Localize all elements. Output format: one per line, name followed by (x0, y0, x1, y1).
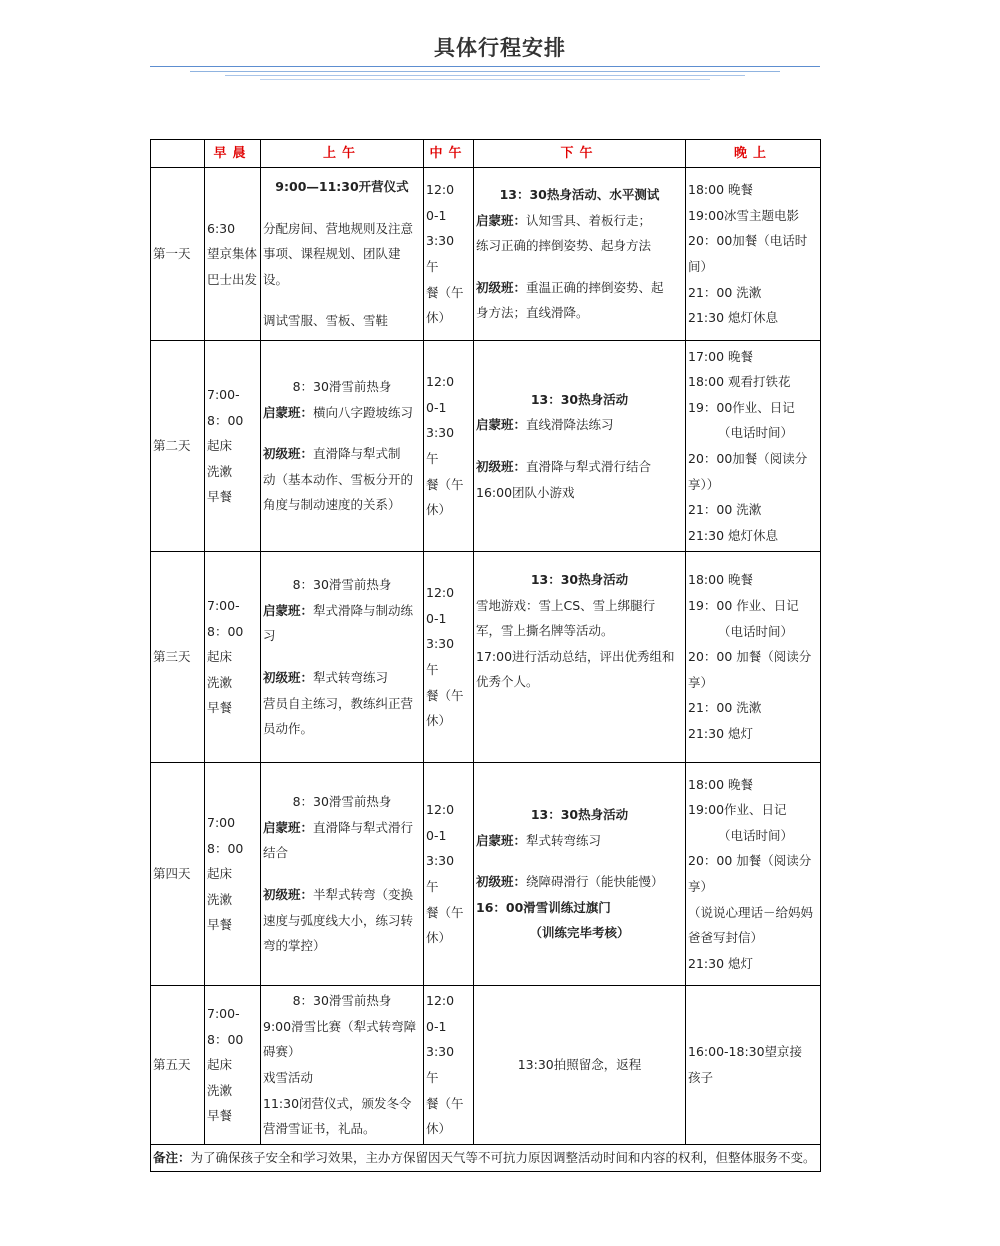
cell-line: 练习正确的摔倒姿势、起身方法 (476, 238, 652, 254)
cell-line: 戏雪活动 (263, 1070, 314, 1085)
day-row (151, 552, 821, 763)
cell-line: 起床 (207, 438, 233, 454)
class-text: 直滑降与犁式制 (313, 446, 401, 462)
cell-line: 习 (263, 628, 276, 644)
cell-line: 11:30闭营仪式，颁发冬令 (263, 1095, 412, 1111)
class-text: 认知雪具、着板行走； (526, 212, 652, 228)
cell-line: （电话时间） (718, 425, 794, 441)
evening-cell (686, 341, 821, 552)
day-row (151, 341, 821, 552)
corner-cell (151, 140, 205, 168)
cell-line: 20：00 加餐（阅读分 (688, 853, 812, 869)
spacer (476, 853, 683, 869)
cell-line (476, 828, 683, 854)
cell-line: 间） (688, 259, 714, 274)
cell-line: 调试雪服、雪板、雪鞋 (263, 313, 389, 329)
cell-line (263, 665, 421, 691)
pm-cell (474, 168, 686, 341)
class-text: 绕障碍滑行（能快能慢） (526, 874, 664, 890)
evening-cell (686, 763, 821, 986)
cell-line (476, 387, 683, 413)
cell-line: 洗漱 (207, 891, 233, 907)
note-text: 为了确保孩子安全和学习效果，主办方保留因天气等不可抗力原因调整活动时间和内容的权利，但整体服务不变。 (190, 1150, 816, 1165)
cell-line (263, 882, 421, 908)
day-label: 第一天 (151, 168, 205, 341)
cell-line: 午 (426, 1070, 439, 1085)
cell-line: 9:00滑雪比赛（犁式转弯障 (263, 1018, 417, 1034)
cell-line: 16:00-18:30望京接 (688, 1044, 803, 1060)
cell-line: 0-1 (426, 1018, 447, 1034)
cell-line: 20：00加餐（阅读分 (688, 451, 808, 466)
title-divider-line (150, 66, 820, 67)
class-label: 初级班： (476, 874, 527, 890)
cell-line: 21：00 洗漱 (688, 284, 762, 300)
cell-line: 雪地游戏：雪上CS、雪上绑腿行 (476, 597, 656, 613)
cell-line: 21:30 熄灯 (688, 725, 753, 741)
cell-line: 9:00—11:30开营仪式 (275, 179, 409, 195)
cell-line: 早餐 (207, 1108, 233, 1124)
cell-line: 8：30滑雪前热身 (292, 794, 392, 810)
noon-cell (424, 763, 474, 986)
cell-line: 0-1 (426, 827, 447, 843)
cell-line: 早餐 (207, 917, 233, 933)
cell-line: 3:30 (426, 1044, 455, 1060)
day-label: 第二天 (151, 341, 205, 552)
cell-line: 20：00加餐（电话时 (688, 233, 808, 249)
cell-line: 21:30 熄灯休息 (688, 310, 778, 326)
cell-line: 21：00 洗漱 (688, 502, 762, 518)
cell-line (476, 208, 683, 234)
morning-cell (205, 168, 261, 341)
morning-cell (205, 986, 261, 1145)
cell-line: 3:30 (426, 636, 455, 652)
noon-cell (424, 341, 474, 552)
spacer (263, 425, 421, 441)
cell-line: 6:30 (207, 220, 236, 236)
cell-line: 7:00- (207, 1006, 240, 1022)
cell-line: 8：30滑雪前热身 (292, 993, 392, 1009)
cell-line: 早餐 (207, 700, 233, 716)
cell-line: 起床 (207, 649, 233, 665)
cell-line (263, 598, 421, 624)
cell-line: 设。 (263, 271, 289, 287)
cell-line: 16:00团队小游戏 (476, 484, 575, 500)
cell-line: （电话时间） (718, 623, 794, 639)
noon-cell (424, 986, 474, 1145)
cell-line: 孩子 (688, 1070, 714, 1085)
evening-cell (686, 168, 821, 341)
cell-line: 员动作。 (263, 721, 314, 737)
cell-line: 18:00 观看打铁花 (688, 374, 791, 390)
cell-line: 19：00 作业、日记 (688, 598, 799, 614)
cell-line: 休） (426, 1121, 452, 1137)
am-cell (261, 986, 424, 1145)
cell-line: 午 (426, 451, 439, 466)
class-text: 直滑降与犁式滑行 (313, 819, 414, 835)
cell-line: 19:00冰雪主题电影 (688, 207, 800, 223)
evening-cell (686, 986, 821, 1145)
page-title: 具体行程安排 (434, 36, 566, 60)
cell-line: 营滑雪证书，礼品。 (263, 1121, 376, 1137)
class-text: 横向八字蹬坡练习 (313, 404, 414, 420)
morning-cell (205, 552, 261, 763)
cell-line: 结合 (263, 845, 289, 861)
class-label: 初级班： (476, 459, 527, 474)
cell-line: 17:00进行活动总结，评出优秀组和 (476, 648, 675, 664)
pm-cell (474, 341, 686, 552)
class-label: 启蒙班： (263, 819, 314, 835)
title-divider-line (190, 71, 780, 72)
title-divider-line (260, 79, 710, 80)
cell-line: 8：30滑雪前热身 (292, 577, 392, 593)
cell-line: 13:30拍照留念，返程 (517, 1057, 642, 1073)
cell-line: 7:00 (207, 815, 236, 831)
class-label: 初级班： (263, 670, 314, 685)
cell-line: 分配房间、营地规则及注意 (263, 220, 414, 236)
cell-line: 18:00 晚餐 (688, 572, 753, 588)
cell-line: 8：00 (207, 840, 244, 856)
cell-text: 13：30热身活动 (530, 807, 629, 823)
cell-line: 餐（午 (426, 284, 464, 300)
cell-line: 餐（午 (426, 904, 464, 920)
cell-line: 8：00 (207, 623, 244, 639)
cell-line: 16：00滑雪训练过旗门 (476, 899, 611, 915)
cell-line: 休） (426, 713, 452, 729)
cell-line: 12:0 (426, 993, 455, 1009)
spacer (263, 292, 421, 308)
cell-line: 0-1 (426, 399, 447, 415)
cell-line: 优秀个人。 (476, 674, 539, 690)
cell-line: 起床 (207, 866, 233, 882)
header-pm: 下午 (474, 140, 686, 168)
cell-line: 18:00 晚餐 (688, 182, 753, 198)
spacer (263, 200, 421, 216)
cell-line: 17:00 晚餐 (688, 348, 753, 364)
cell-line: 0-1 (426, 207, 447, 223)
cell-line: 3:30 (426, 233, 455, 249)
cell-line: 巴士出发 (207, 271, 258, 287)
am-cell (261, 763, 424, 986)
cell-line: 速度与弧度线大小，练习转 (263, 912, 414, 928)
cell-line: 休） (426, 930, 452, 946)
cell-line: 7:00- (207, 387, 240, 403)
am-cell (261, 168, 424, 341)
header-morning: 早晨 (205, 140, 261, 168)
cell-line: 望京集体 (207, 246, 258, 262)
cell-line: 军，雪上撕名牌等活动。 (476, 623, 614, 639)
header-am: 上午 (261, 140, 424, 168)
cell-line: 7:00- (207, 598, 240, 614)
class-label: 启蒙班： (476, 832, 527, 848)
cell-line: 享） (688, 879, 714, 894)
cell-text: 13：30热身活动 (530, 391, 629, 407)
header-row (151, 140, 821, 168)
cell-line: 12:0 (426, 182, 455, 198)
class-text: 半犁式转弯（变换 (313, 887, 414, 902)
cell-line: 12:0 (426, 374, 455, 390)
cell-line (263, 441, 421, 467)
day-row (151, 986, 821, 1145)
cell-line: 洗漱 (207, 463, 233, 479)
cell-line: 21:30 熄灯休息 (688, 527, 778, 543)
cell-line: 13：30热身活动、水平测试 (499, 187, 660, 203)
title-divider-line (225, 75, 745, 76)
cell-line: 事项、课程规划、团队建 (263, 246, 401, 262)
cell-line (476, 412, 683, 438)
cell-line: 营员自主练习，教练纠正营 (263, 695, 414, 711)
cell-text: 13：30热身活动 (530, 572, 629, 588)
noon-cell (424, 552, 474, 763)
class-label: 初级班： (476, 279, 527, 295)
class-text: 重温正确的摔倒姿势、起 (526, 279, 664, 295)
cell-line (263, 400, 421, 426)
day-label: 第三天 (151, 552, 205, 763)
cell-line: 餐（午 (426, 476, 464, 492)
cell-line: 早餐 (207, 489, 233, 505)
spacer (263, 649, 421, 665)
pm-cell (474, 763, 686, 986)
class-text: 犁式转弯练习 (526, 832, 602, 848)
cell-line: 21：00 洗漱 (688, 700, 762, 716)
cell-line: （电话时间） (718, 827, 794, 843)
spacer (476, 438, 683, 454)
class-text: 直线滑降法练习 (526, 417, 614, 433)
cell-line: 休） (426, 502, 452, 518)
cell-line: 21:30 熄灯 (688, 955, 753, 971)
cell-line: 午 (426, 259, 439, 274)
cell-line: 起床 (207, 1057, 233, 1073)
cell-line: 19:00作业、日记 (688, 802, 787, 818)
am-cell (261, 341, 424, 552)
cell-line: 午 (426, 662, 439, 677)
morning-cell (205, 341, 261, 552)
cell-line: 洗漱 (207, 674, 233, 690)
cell-line: 3:30 (426, 853, 455, 869)
class-text: 直滑降与犁式滑行结合 (526, 459, 652, 474)
class-label: 初级班： (263, 446, 314, 462)
cell-line: 享） (688, 674, 714, 690)
class-text: 犁式转弯练习 (313, 670, 389, 685)
class-label: 启蒙班： (263, 404, 314, 420)
note-row (151, 1145, 821, 1172)
noon-cell (424, 168, 474, 341)
cell-line (476, 567, 683, 593)
cell-line: 休） (426, 310, 452, 326)
pm-cell (474, 552, 686, 763)
cell-line: 餐（午 (426, 687, 464, 703)
cell-line: 8：00 (207, 1031, 244, 1047)
class-label: 启蒙班： (263, 602, 314, 618)
cell-line (476, 275, 683, 301)
spacer (263, 866, 421, 882)
cell-line (476, 454, 683, 480)
cell-line: 弯的掌控） (263, 938, 326, 954)
header-evening: 晚上 (686, 140, 821, 168)
cell-line: 动（基本动作、雪板分开的 (263, 471, 414, 487)
cell-line: 午 (426, 879, 439, 894)
day-row (151, 168, 821, 341)
day-label: 第五天 (151, 986, 205, 1145)
spacer (476, 695, 683, 747)
cell-line: 享）） (688, 476, 720, 492)
day-row (151, 763, 821, 986)
cell-line: 洗漱 (207, 1082, 233, 1098)
class-text: 犁式滑降与制动练 (313, 602, 414, 618)
cell-line: 8：30滑雪前热身 (292, 379, 392, 395)
morning-cell (205, 763, 261, 986)
cell-line: 餐（午 (426, 1095, 464, 1111)
cell-line (476, 802, 683, 828)
spacer (476, 259, 683, 275)
cell-line: 19：00作业、日记 (688, 399, 795, 415)
cell-line: 爸爸写封信） (688, 930, 764, 946)
cell-line: 12:0 (426, 802, 455, 818)
cell-line: 3:30 (426, 425, 455, 441)
cell-line: 12:0 (426, 585, 455, 601)
cell-line (476, 869, 683, 895)
cell-line: （说说心理话－给妈妈 (688, 904, 814, 920)
schedule-table (150, 139, 821, 1172)
cell-line: 碍赛） (263, 1044, 301, 1060)
header-noon: 中午 (424, 140, 474, 168)
class-label: 启蒙班： (476, 212, 527, 228)
am-cell (261, 552, 424, 763)
evening-cell (686, 552, 821, 763)
cell-line: 身方法；直线滑降。 (476, 305, 589, 321)
cell-line (263, 815, 421, 841)
cell-line: 0-1 (426, 610, 447, 626)
day-label: 第四天 (151, 763, 205, 986)
cell-line: （训练完毕考核） (529, 925, 630, 941)
note-cell (151, 1145, 821, 1172)
note-label: 备注： (153, 1150, 191, 1165)
cell-line: 8：00 (207, 412, 244, 428)
cell-line: 18:00 晚餐 (688, 776, 753, 792)
class-label: 启蒙班： (476, 417, 527, 433)
cell-line: 20：00 加餐（阅读分 (688, 649, 812, 665)
pm-cell (474, 986, 686, 1145)
cell-line: 角度与制动速度的关系） (263, 497, 401, 513)
class-label: 初级班： (263, 887, 314, 902)
